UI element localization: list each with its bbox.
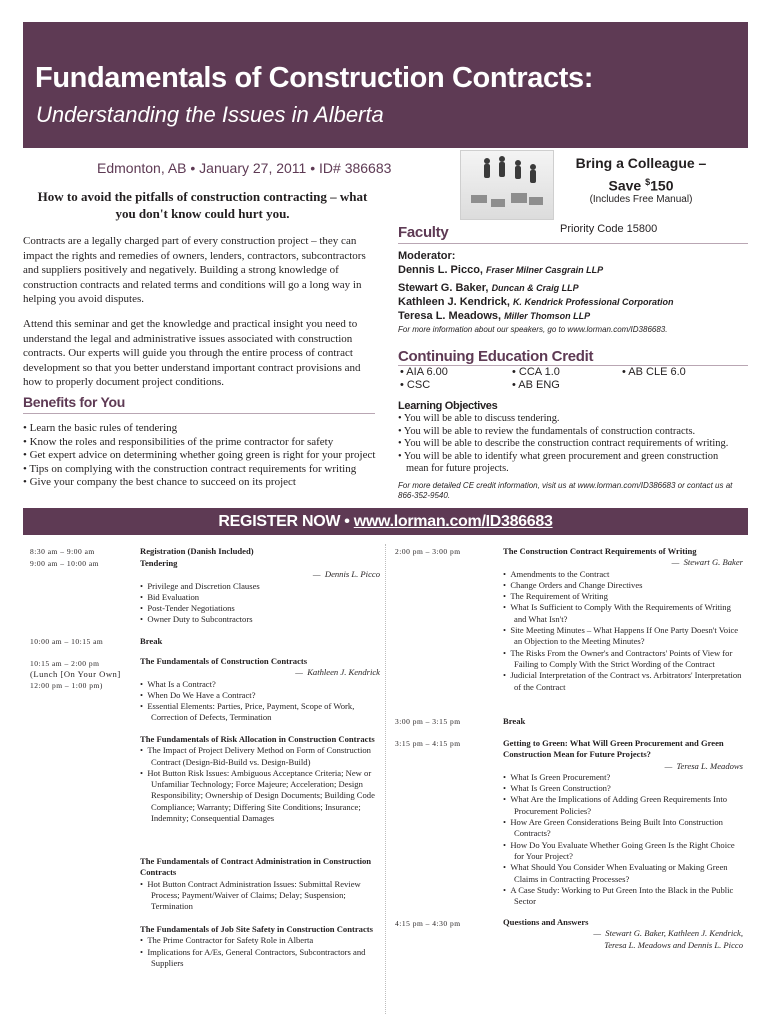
session-topic: • Bid Evaluation — [140, 592, 380, 603]
objective-item: • You will be able to identify what green procurement and green construction mean for future projects. — [398, 451, 743, 476]
agenda-time: 12:00 pm – 1:00 pm) — [30, 681, 103, 690]
benefit-item: • Give your company the best chance to succeed on its project — [23, 476, 383, 490]
credit-item: • AIA 6.00 — [400, 366, 448, 378]
priority-code: Priority Code 15800 — [560, 223, 658, 235]
session-speaker: — Kathleen J. Kendrick — [140, 667, 380, 678]
qa-session — [503, 917, 743, 951]
registration-session: Registration (Danish Included) — [140, 546, 254, 556]
session-speaker: — Dennis L. Picco — [140, 569, 380, 580]
session-topic: • Hot Button Risk Issues: Ambiguous Acceptance Criteria; New or Unfamiliar Technology; Force Majeure; Acceleration; Design Responsibility; Ownership of Design Documents; Building Code Compliance; Warranty; Differing Site Conditions; Insurance; Indemnity; Consequential Damages — [140, 768, 380, 824]
agenda-time: 10:00 am – 10:15 am — [30, 637, 104, 646]
tagline: How to avoid the pitfalls of construction contracting – what you don't know could hurt you. — [37, 189, 368, 221]
colleague-offer — [556, 154, 726, 196]
session-title: The Construction Contract Requirements of Writing — [503, 546, 697, 556]
faculty-list — [398, 249, 750, 337]
safety-session — [140, 924, 380, 969]
session-topic: • What Is Sufficient to Comply With the Requirements of Writing and What Isn't? — [503, 602, 743, 625]
session-topic: • Privilege and Discretion Clauses — [140, 581, 380, 592]
session-title: Questions and Answers — [503, 917, 589, 927]
column-divider — [385, 544, 387, 1014]
credit-item: • CSC — [400, 379, 431, 391]
intro-paragraph: Contracts are a legally charged part of every construction project – they can impact the rights and remedies of owners, lenders, contractors, subcontractors and suppliers positively and negatively. Building a strong knowledge of construction contracts and related terms and conditions will go a long way in helping you avoid disputes. — [23, 235, 366, 306]
session-topic: • Amendments to the Contract — [503, 569, 743, 580]
session-topic: • Post-Tender Negotiations — [140, 603, 380, 614]
session-title: Tendering — [140, 558, 178, 568]
session-topic: • The Risks From the Owner's and Contractors' Points of View for Failing to Comply With the Strict Wording of the Contract — [503, 648, 743, 671]
session-topic: • How Do You Evaluate Whether Going Green Is the Right Choice for Your Project? — [503, 840, 743, 863]
business-people-image — [460, 150, 554, 220]
faculty-more-info: For more information about our speakers, go to www.lorman.com/ID386683. — [398, 325, 668, 334]
admin-session — [140, 856, 380, 912]
session-speaker-cont: Teresa L. Meadows and Dennis L. Picco — [604, 939, 743, 950]
session-speaker: — Stewart G. Baker — [503, 557, 743, 568]
agenda-time: 3:00 pm – 3:15 pm — [395, 717, 461, 726]
session-title: The Fundamentals of Contract Administration in Construction Contracts — [140, 856, 372, 878]
intro-paragraph: Attend this seminar and get the knowledge and practical insight you need to understand the legal and administrative issues associated with construction contracts. Our experts will guide you through the entire process of contract development so that you better understand important contract provisions and how to properly document project conditions. — [23, 317, 361, 389]
break-session: Break — [140, 636, 163, 646]
session-topic: • How Are Green Considerations Being Built Into Construction Contracts? — [503, 817, 743, 840]
register-banner — [23, 508, 748, 535]
ce-heading: Continuing Education Credit — [398, 348, 594, 365]
divider — [23, 413, 375, 414]
offer-savings: Save $150 — [608, 177, 674, 194]
objectives-list — [398, 413, 743, 476]
register-label: REGISTER NOW • — [218, 513, 354, 530]
agenda-time: 10:15 am – 2:00 pm — [30, 659, 100, 668]
divider — [398, 365, 748, 366]
session-topic: • Essential Elements: Parties, Price, Payment, Scope of Work, Correction of Defects, Termination — [140, 701, 380, 724]
benefits-heading: Benefits for You — [23, 394, 126, 410]
session-topic: • Owner Duty to Subcontractors — [140, 614, 380, 625]
session-topic: • The Requirement of Writing — [503, 591, 743, 602]
session-title: The Fundamentals of Job Site Safety in Construction Contracts — [140, 924, 373, 934]
divider — [398, 243, 748, 244]
fundamentals-session — [140, 656, 380, 724]
session-title: The Fundamentals of Construction Contracts — [140, 656, 308, 666]
benefit-item: • Get expert advice on determining whether going green is right for your project — [23, 449, 383, 463]
session-topic: • Implications for A/Es, General Contractors, Subcontractors and Suppliers — [140, 947, 380, 970]
tendering-session — [140, 558, 380, 626]
credit-item: • AB CLE 6.0 — [622, 366, 686, 378]
session-topic: • What Is a Contract? — [140, 679, 380, 690]
session-topic: • What Should You Consider When Evaluating or Making Green Claims in Contracting Processes? — [503, 862, 743, 885]
agenda-time: 4:15 pm – 4:30 pm — [395, 919, 461, 928]
offer-line: Bring a Colleague – — [575, 155, 707, 171]
benefit-item: • Know the roles and responsibilities of the prime contractor for safety — [23, 436, 383, 450]
register-link[interactable]: www.lorman.com/ID386683 — [353, 513, 553, 530]
session-topic: • A Case Study: Working to Put Green Into the Black in the Public Sector — [503, 885, 743, 908]
benefit-item: • Learn the basic rules of tendering — [23, 422, 383, 436]
agenda-time: 9:00 am – 10:00 am — [30, 559, 99, 568]
session-topic: • Change Orders and Change Directives — [503, 580, 743, 591]
green-session — [503, 738, 743, 907]
benefits-list — [23, 422, 383, 490]
page-subtitle: Understanding the Issues in Alberta — [36, 102, 384, 127]
objective-item: • You will be able to review the fundamentals of construction contracts. — [398, 426, 743, 439]
session-topic: • What Are the Implications of Adding Green Requirements Into Procurement Policies? — [503, 794, 743, 817]
break-session: Break — [503, 716, 526, 726]
credit-item: • CCA 1.0 — [512, 366, 560, 378]
ce-more-info: For more detailed CE credit information, visit us at www.lorman.com/ID386683 or contact us at 866-352-9540. — [398, 481, 733, 500]
session-topic: • Site Meeting Minutes – What Happens If One Party Doesn't Voice an Objection to the Meeting Minutes? — [503, 625, 743, 648]
session-title: Getting to Green: What Will Green Procurement and Green Construction Mean for Future Projects? — [503, 738, 724, 760]
session-topic: • When Do We Have a Contract? — [140, 690, 380, 701]
intro-text — [23, 234, 375, 400]
objective-item: • You will be able to discuss tendering. — [398, 413, 743, 426]
faculty-member: Kathleen J. Kendrick, K. Kendrick Professional Corporation — [398, 296, 674, 308]
faculty-heading: Faculty — [398, 224, 449, 241]
event-details: Edmonton, AB • January 27, 2011 • ID# 386683 — [97, 160, 392, 176]
faculty-member: Dennis L. Picco, Fraser Milner Casgrain LLP — [398, 264, 604, 276]
faculty-member: Stewart G. Baker, Duncan & Craig LLP — [398, 282, 579, 294]
session-topic: • Hot Button Contract Administration Issues: Submittal Review Process; Payment/Waiver of Claims; Delay; Suspension; Termination — [140, 879, 380, 913]
session-speaker: — Stewart G. Baker, Kathleen J. Kendrick, — [503, 928, 743, 939]
session-topic: • Judicial Interpretation of the Contract vs. Arbitrators' Interpretation of the Contract — [503, 670, 743, 693]
agenda-time: (Lunch [On Your Own] — [30, 669, 121, 679]
session-topic: • The Impact of Project Delivery Method on Form of Construction Contract (Design-Bid-Build vs. Design-Build) — [140, 745, 380, 768]
objective-item: • You will be able to describe the construction contract requirements of writing. — [398, 438, 743, 451]
risk-session — [140, 734, 380, 824]
agenda-time: 3:15 pm – 4:15 pm — [395, 739, 461, 748]
session-topic: • What Is Green Procurement? — [503, 772, 743, 783]
agenda-time: 8:30 am – 9:00 am — [30, 547, 95, 556]
session-topic: • What Is Green Construction? — [503, 783, 743, 794]
agenda-time: 2:00 pm – 3:00 pm — [395, 547, 461, 556]
writing-session — [503, 546, 743, 693]
moderator-label: Moderator: — [398, 250, 456, 262]
session-topic: • The Prime Contractor for Safety Role in Alberta — [140, 935, 380, 946]
objectives-heading: Learning Objectives — [398, 400, 498, 412]
credit-item: • AB ENG — [512, 379, 560, 391]
session-speaker: — Teresa L. Meadows — [503, 761, 743, 772]
offer-note: (Includes Free Manual) — [589, 194, 693, 205]
faculty-member: Teresa L. Meadows, Miller Thomson LLP — [398, 310, 591, 322]
page-title: Fundamentals of Construction Contracts: — [35, 62, 593, 94]
benefit-item: • Tips on complying with the construction contract requirements for writing — [23, 463, 383, 477]
session-title: The Fundamentals of Risk Allocation in Construction Contracts — [140, 734, 375, 744]
title-banner — [23, 22, 748, 148]
